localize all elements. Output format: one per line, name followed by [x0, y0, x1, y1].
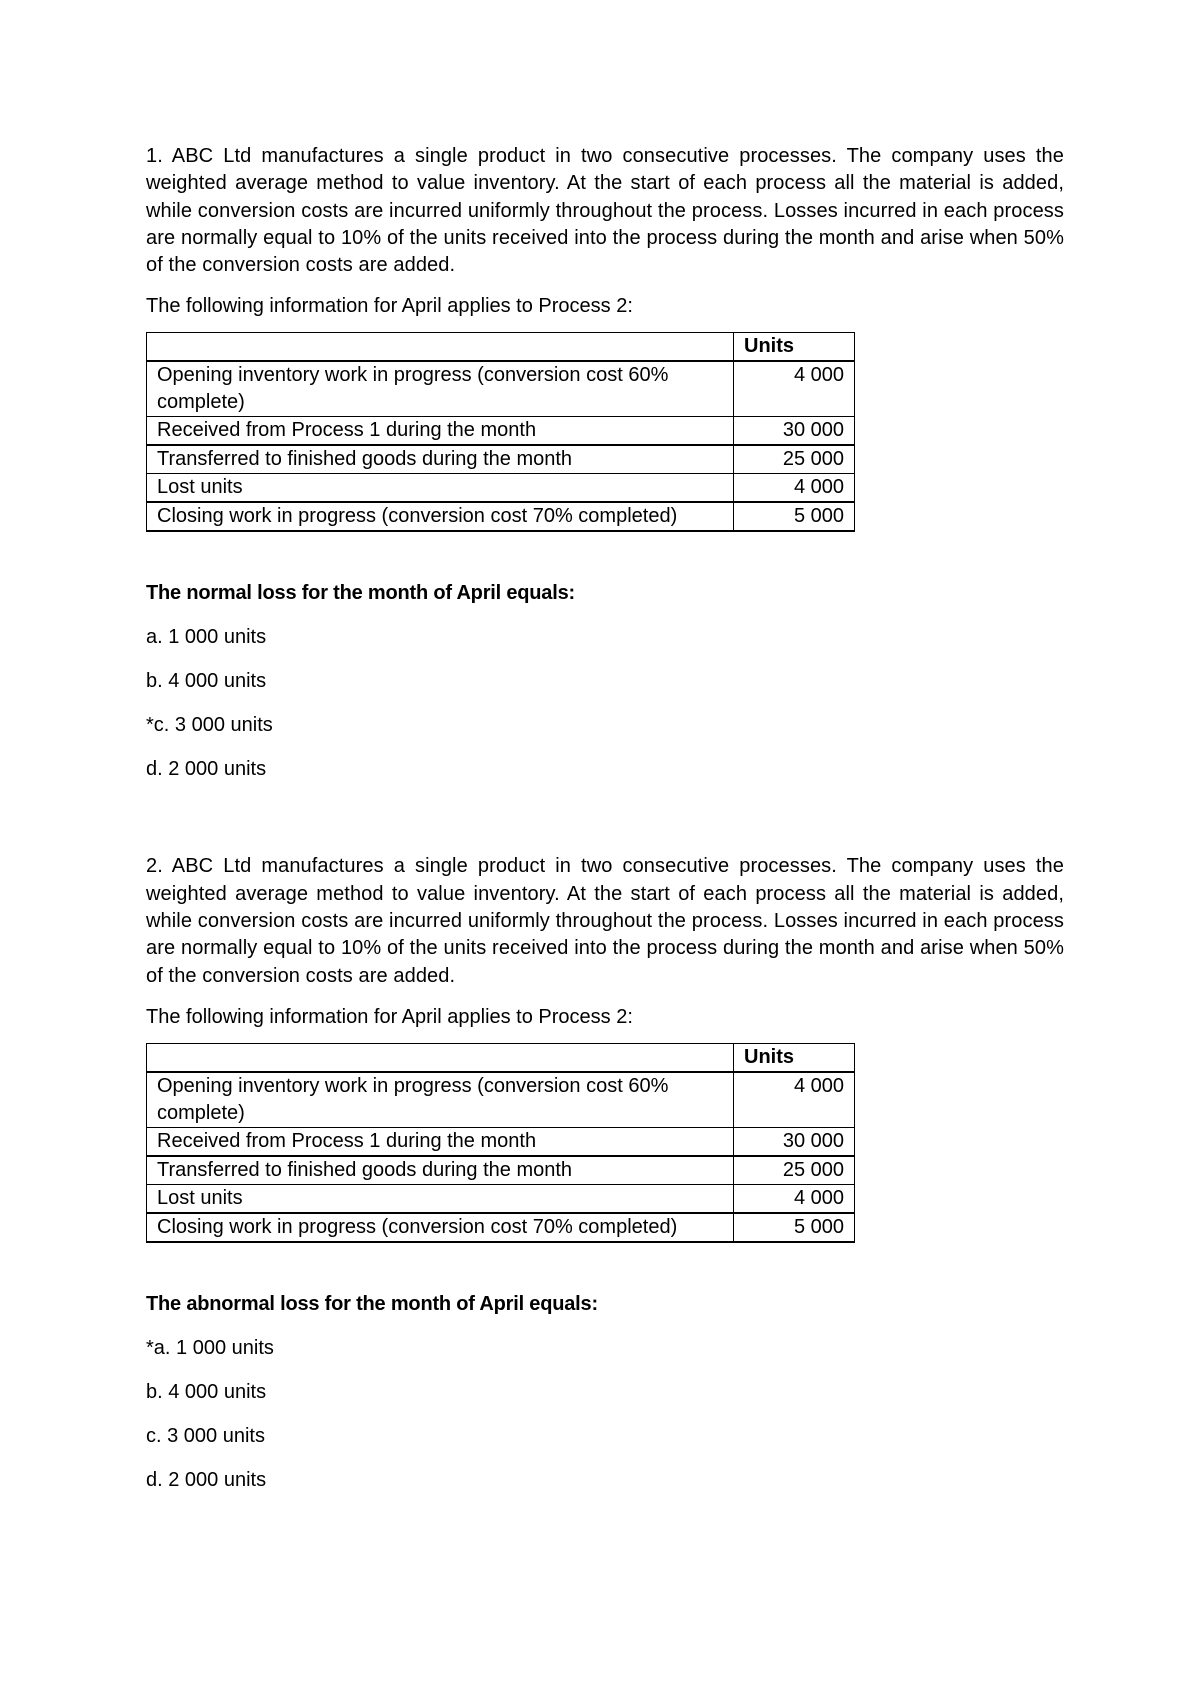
table-row-label: Received from Process 1 during the month [147, 417, 734, 446]
question-2-units-table [146, 1043, 855, 1243]
table-header-empty-cell [147, 333, 734, 362]
question-2 [146, 853, 1064, 1493]
table-row [147, 502, 855, 531]
table-header-units: Units [734, 333, 855, 362]
question-2-lead: The following information for April applies to Process 2: [146, 1005, 633, 1028]
table-row-label: Closing work in progress (conversion cost 70% completed) [147, 1213, 734, 1242]
question-1-prompt: The normal loss for the month of April equals: [146, 582, 575, 605]
table-row [147, 474, 855, 503]
table-row [147, 1127, 855, 1156]
question-2-option-a: *a. 1 000 units [146, 1336, 274, 1359]
table-row [147, 417, 855, 446]
table-row-value: 30 000 [734, 1127, 855, 1156]
question-1-option-a: a. 1 000 units [146, 626, 267, 649]
table-row-value: 30 000 [734, 417, 855, 446]
question-2-paragraph: 2. ABC Ltd manufactures a single product in two consecutive processes. The company uses the weighted average method to value inventory. At the start of each process all the material is added, while conversion costs are incurred uniformly throughout the process. Losses incurred in each process are normally equal to 10% of the units received into the process during the month and arise when 50% of the conversion costs are added. [146, 855, 1064, 987]
table-row-label: Received from Process 1 during the month [147, 1127, 734, 1156]
table-header-empty-cell [147, 1043, 734, 1072]
question-1-option-b: b. 4 000 units [146, 670, 267, 693]
table-row-value: 4 000 [734, 1184, 855, 1213]
table-row-label: Lost units [147, 474, 734, 503]
table-header-row [147, 1043, 855, 1072]
question-2-option-b: b. 4 000 units [146, 1380, 267, 1403]
table-row-value: 4 000 [734, 474, 855, 503]
table-row-value: 5 000 [734, 502, 855, 531]
table-row-label: Closing work in progress (conversion cost 70% completed) [147, 502, 734, 531]
table-header-units: Units [734, 1043, 855, 1072]
table-row [147, 1213, 855, 1242]
question-2-option-c: c. 3 000 units [146, 1424, 265, 1447]
table-header-row [147, 333, 855, 362]
table-row [147, 445, 855, 474]
table-row-label: Lost units [147, 1184, 734, 1213]
table-row-label: Opening inventory work in progress (conversion cost 60% complete) [147, 1072, 734, 1128]
table-row [147, 1156, 855, 1185]
table-row-label: Transferred to finished goods during the month [147, 445, 734, 474]
table-row-value: 4 000 [734, 1072, 855, 1128]
question-1-option-c: *c. 3 000 units [146, 714, 273, 737]
table-row [147, 361, 855, 417]
table-row-label: Transferred to finished goods during the month [147, 1156, 734, 1185]
question-1-units-table [146, 332, 855, 532]
table-row [147, 1072, 855, 1128]
table-row-value: 25 000 [734, 1156, 855, 1185]
table-row [147, 1184, 855, 1213]
document-page [146, 143, 1064, 1494]
table-row-value: 25 000 [734, 445, 855, 474]
table-row-value: 4 000 [734, 361, 855, 417]
question-1-option-d: d. 2 000 units [146, 758, 267, 781]
question-1-lead: The following information for April applies to Process 2: [146, 295, 633, 318]
question-1 [146, 143, 1064, 783]
question-2-option-d: d. 2 000 units [146, 1468, 267, 1491]
question-2-prompt: The abnormal loss for the month of April equals: [146, 1292, 598, 1315]
table-row-value: 5 000 [734, 1213, 855, 1242]
question-1-paragraph: 1. ABC Ltd manufactures a single product in two consecutive processes. The company uses the weighted average method to value inventory. At the start of each process all the material is added, while conversion costs are incurred uniformly throughout the process. Losses incurred in each process are normally equal to 10% of the units received into the process during the month and arise when 50% of the conversion costs are added. [146, 145, 1064, 277]
table-row-label: Opening inventory work in progress (conversion cost 60% complete) [147, 361, 734, 417]
